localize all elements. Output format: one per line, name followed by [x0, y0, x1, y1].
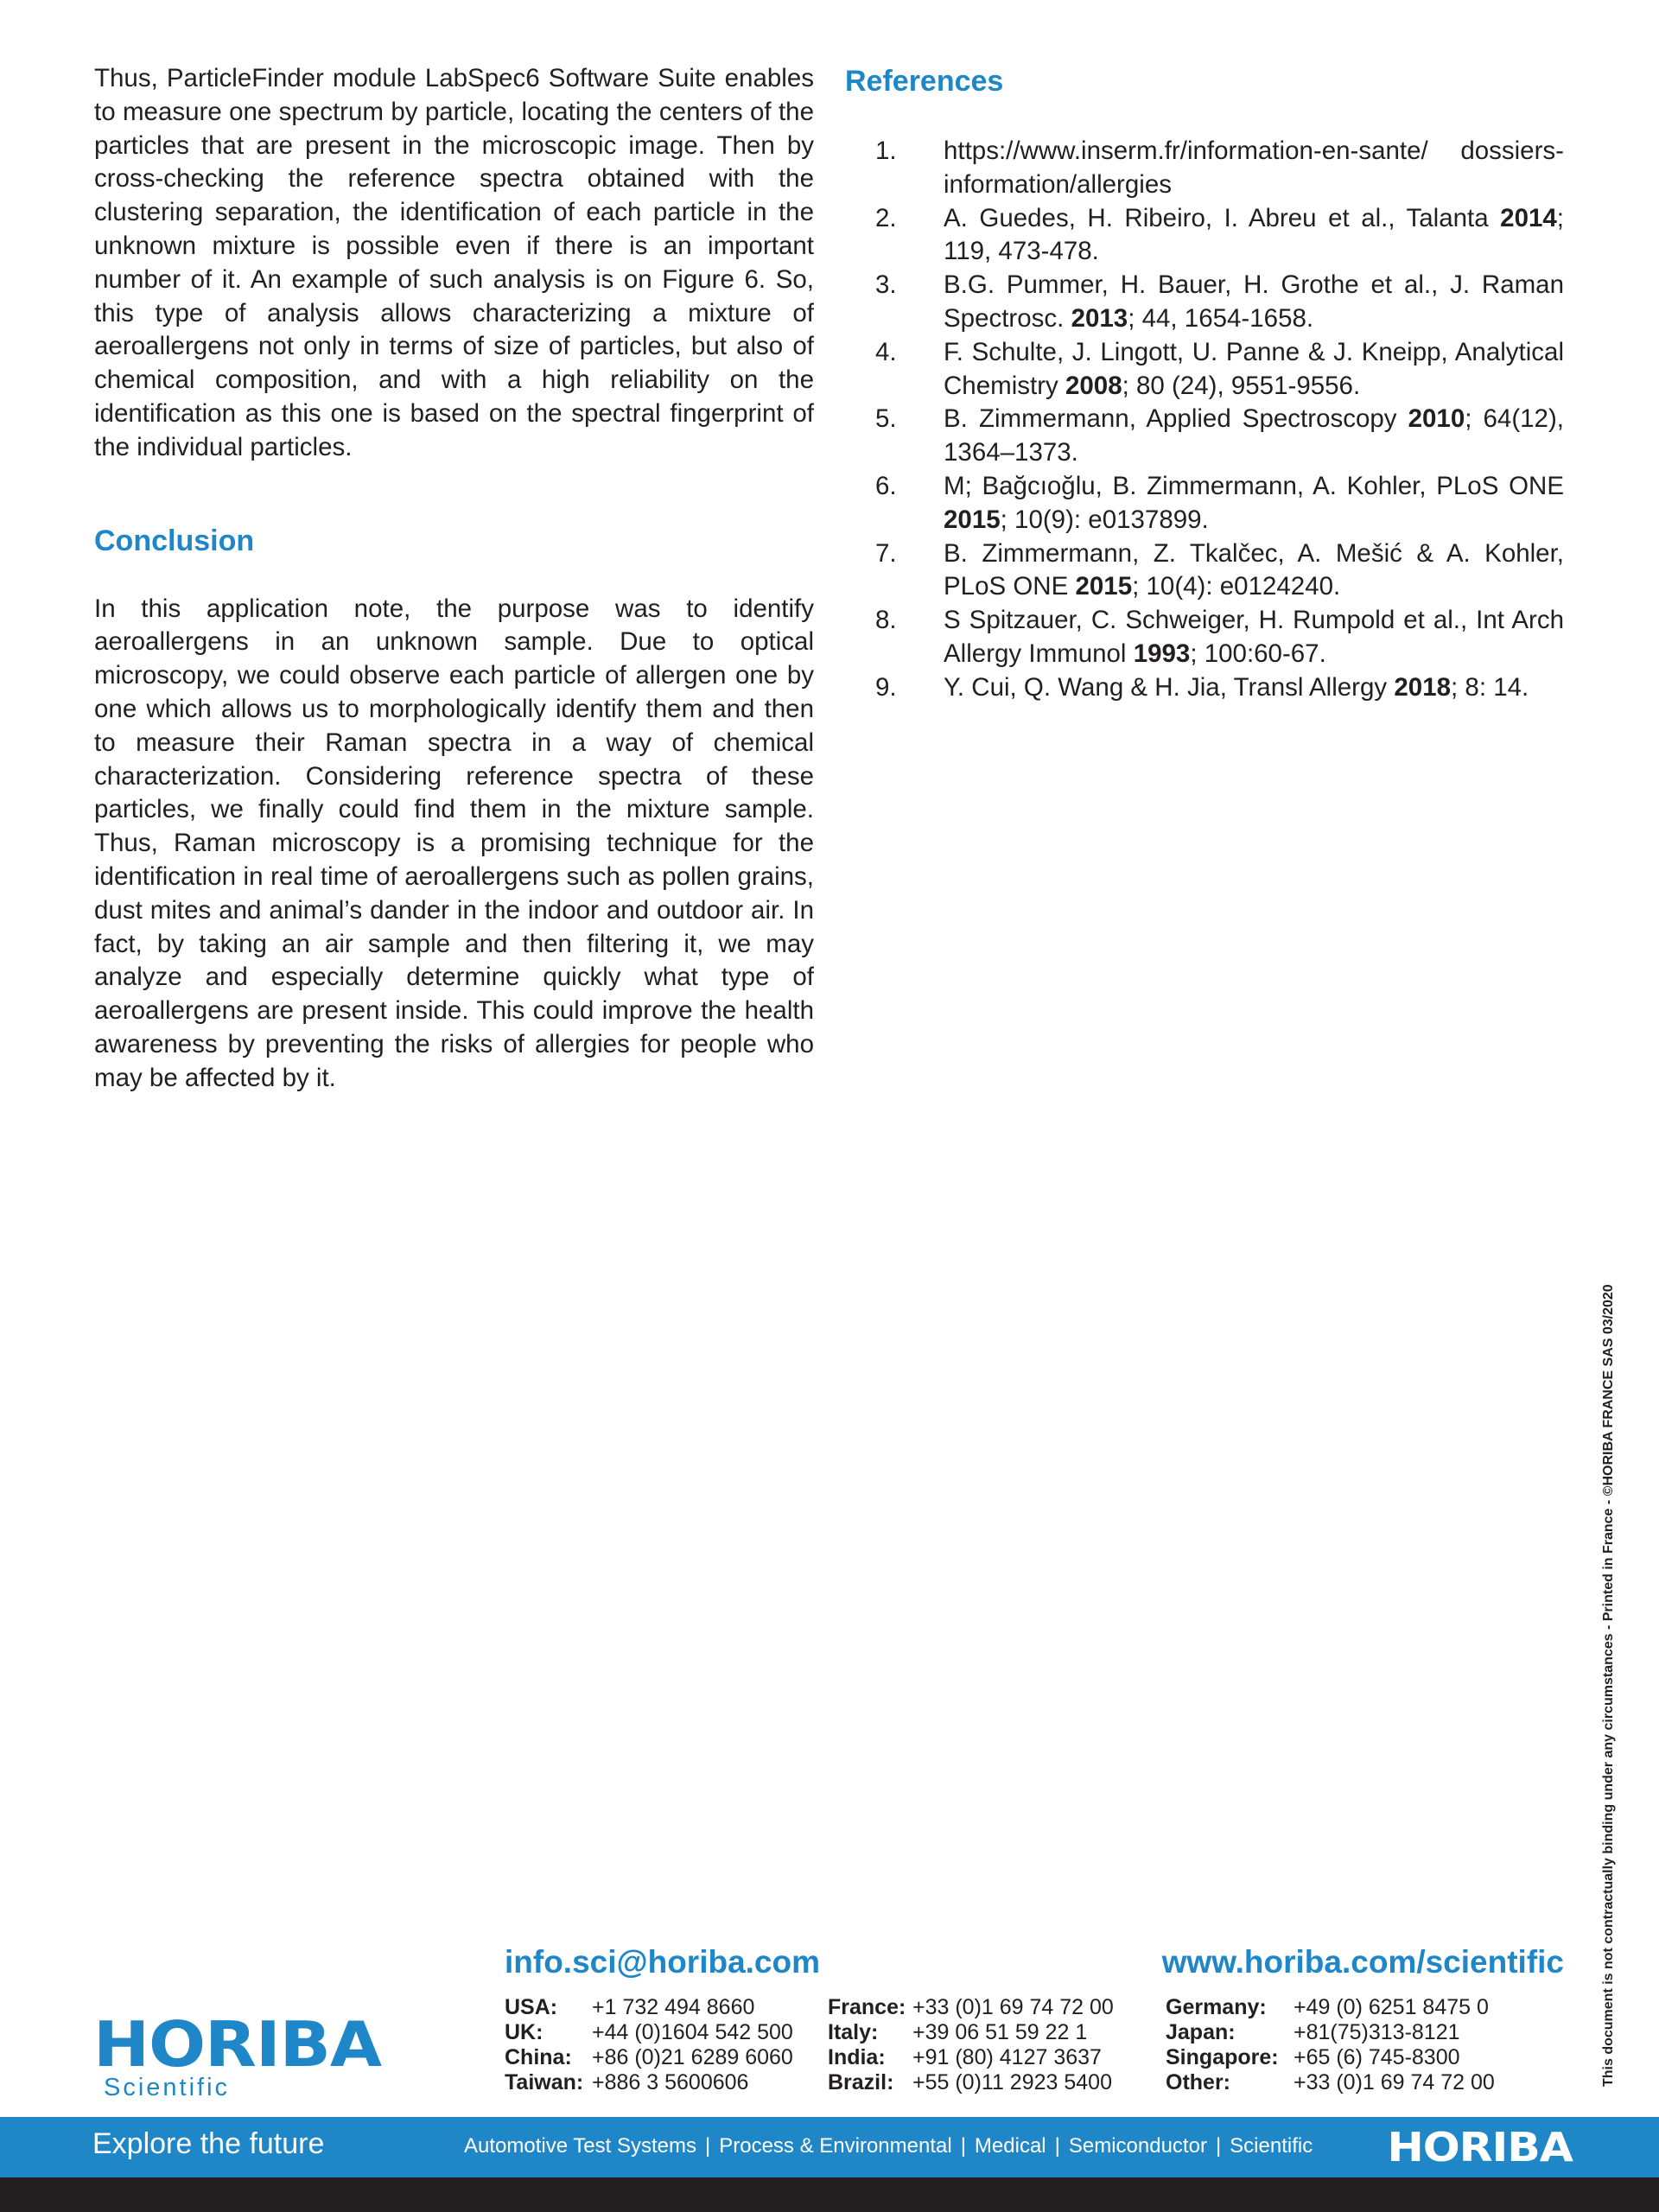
reference-item — [845, 403, 1564, 470]
reference-number: 8. — [875, 606, 897, 635]
reference-text: B. Zimmermann, Applied Spectroscopy 2010; 64(12), 1364–1373. — [944, 404, 1564, 467]
references-heading: References — [845, 65, 1004, 98]
contact-row: Germany: +49 (0) 6251 8475 0 — [1166, 1995, 1489, 2019]
reference-text: S Spitzauer, C. Schweiger, H. Rumpold et al., Int Arch Allergy Immunol 1993; 100:60-67. — [944, 606, 1564, 668]
contact-row: USA: +1 732 494 8660 — [505, 1995, 755, 2019]
contacts-column-1 — [505, 1995, 793, 2095]
reference-text: M; Bağcıoğlu, B. Zimmermann, A. Kohler, PLoS ONE 2015; 10(9): e0137899. — [944, 471, 1564, 534]
intro-paragraph: Thus, ParticleFinder module LabSpec6 Software Suite enables to measure one spectrum by particle, locating the centers of the particles that are present in the microscopic image. Then by cross-checking the reference spectra obtained with the clustering separation, the identification of each particle in the unknown mixture is possible even if there is an important number of it. An example of such analysis is on Figure 6. So, this type of analysis allows characterizing a mixture of aeroallergens not only in terms of size of particles, but also of chemical composition, and with a high reliability on the identification as this one is based on the spectral fingerprint of the individual particles. — [94, 64, 814, 461]
reference-text: B. Zimmermann, Z. Tkalčec, A. Mešić & A. Kohler, PLoS ONE 2015; 10(4): e0124240. — [944, 538, 1564, 601]
reference-item — [845, 202, 1564, 270]
horiba-scientific-logo — [93, 2008, 381, 2102]
conclusion-text: In this application note, the purpose was to identify aeroallergens in an unknown sample. Due to optical microscopy, we could observe each particle of allergen one by one which allows us to morphologically identify them and then to measure their Raman spectra in a way of chemical characterization. Considering reference spectra of these particles, we finally could find them in the mixture sample. Thus, Raman microscopy is a promising technique for the identification in real time of aeroallergens such as pollen grains, dust mites and animal’s dander in the indoor and outdoor air. In fact, by taking an air sample and then filtering it, we may analyze and especially determine quickly what type of aeroallergens are present inside. This could improve the health awareness by preventing the risks of allergies for people who may be affected by it. — [94, 594, 814, 1092]
reference-text: Y. Cui, Q. Wang & H. Jia, Transl Allergy 2018; 8: 14. — [944, 672, 1529, 702]
reference-item — [845, 336, 1564, 404]
contacts-column-2 — [828, 1995, 1114, 2095]
reference-text: https://www.inserm.fr/information-en-sante/ dossiers-information/allergies — [944, 137, 1564, 199]
contacts-column-3 — [1166, 1995, 1495, 2095]
conclusion-heading: Conclusion — [94, 524, 255, 557]
reference-text: F. Schulte, J. Lingott, U. Panne & J. Kneipp, Analytical Chemistry 2008; 80 (24), 9551-9556. — [944, 337, 1564, 400]
reference-text: B.G. Pummer, H. Bauer, H. Grothe et al., J. Raman Spectrosc. 2013; 44, 1654-1658. — [944, 270, 1564, 333]
sector-semiconductor: Semiconductor — [1068, 2134, 1207, 2158]
contact-row: India: +91 (80) 4127 3637 — [828, 2045, 1102, 2069]
left-column — [94, 62, 814, 1096]
contact-row: China: +86 (0)21 6289 6060 — [505, 2045, 793, 2069]
reference-item — [845, 269, 1564, 336]
contact-row: Japan: +81(75)313-8121 — [1166, 2020, 1460, 2044]
reference-item — [845, 135, 1564, 202]
website-link[interactable]: www.horiba.com/scientific — [1161, 1944, 1564, 1980]
footer-dark-band — [0, 2177, 1659, 2212]
reference-number: 7. — [875, 538, 897, 568]
logo-subtitle: Scientific — [104, 2074, 231, 2101]
reference-item — [845, 604, 1564, 671]
sector-scientific: Scientific — [1230, 2134, 1313, 2158]
contact-row: Other: +33 (0)1 69 74 72 00 — [1166, 2070, 1495, 2094]
sector-medical: Medical — [974, 2134, 1046, 2158]
contact-row: Italy: +39 06 51 59 22 1 — [828, 2020, 1088, 2044]
reference-item — [845, 537, 1564, 605]
reference-number: 2. — [875, 203, 897, 232]
contact-row: France: +33 (0)1 69 74 72 00 — [828, 1995, 1114, 2019]
contact-row: Singapore: +65 (6) 745-8300 — [1166, 2045, 1460, 2069]
contact-row: Taiwan: +886 3 5600606 — [505, 2070, 749, 2094]
reference-item — [845, 470, 1564, 537]
footer-tagline: Explore the future — [92, 2127, 325, 2160]
right-column — [845, 62, 1564, 705]
legal-side-note: This document is not contractually binding under any circumstances - Printed in France - ©HORIBA FRANCE SAS 03/2020 — [1601, 1284, 1616, 2087]
logo-wordmark: HORIBA — [93, 2008, 381, 2081]
reference-number: 3. — [875, 270, 897, 300]
reference-number: 1. — [875, 137, 897, 165]
footer-logo: HORIBA — [1387, 2124, 1573, 2171]
sector-process-environmental: Process & Environmental — [719, 2134, 952, 2158]
reference-item — [845, 671, 1564, 705]
reference-number: 9. — [875, 672, 897, 702]
reference-text: A. Guedes, H. Ribeiro, I. Abreu et al., Talanta 2014; 119, 473-478. — [944, 203, 1564, 266]
contact-row: UK: +44 (0)1604 542 500 — [505, 2020, 793, 2044]
footer-bar — [0, 2117, 1659, 2177]
reference-number: 4. — [875, 337, 897, 366]
reference-number: 6. — [875, 471, 897, 500]
footer-sectors: Automotive Test Systems | Process & Environmental | Medical | Semiconductor | Scientific — [464, 2134, 1313, 2158]
contact-email-link[interactable]: info.sci@horiba.com — [505, 1944, 821, 1980]
reference-number: 5. — [875, 404, 897, 434]
references-list — [845, 135, 1564, 705]
sector-automotive: Automotive Test Systems — [464, 2134, 696, 2158]
contact-row: Brazil: +55 (0)11 2923 5400 — [828, 2070, 1112, 2094]
